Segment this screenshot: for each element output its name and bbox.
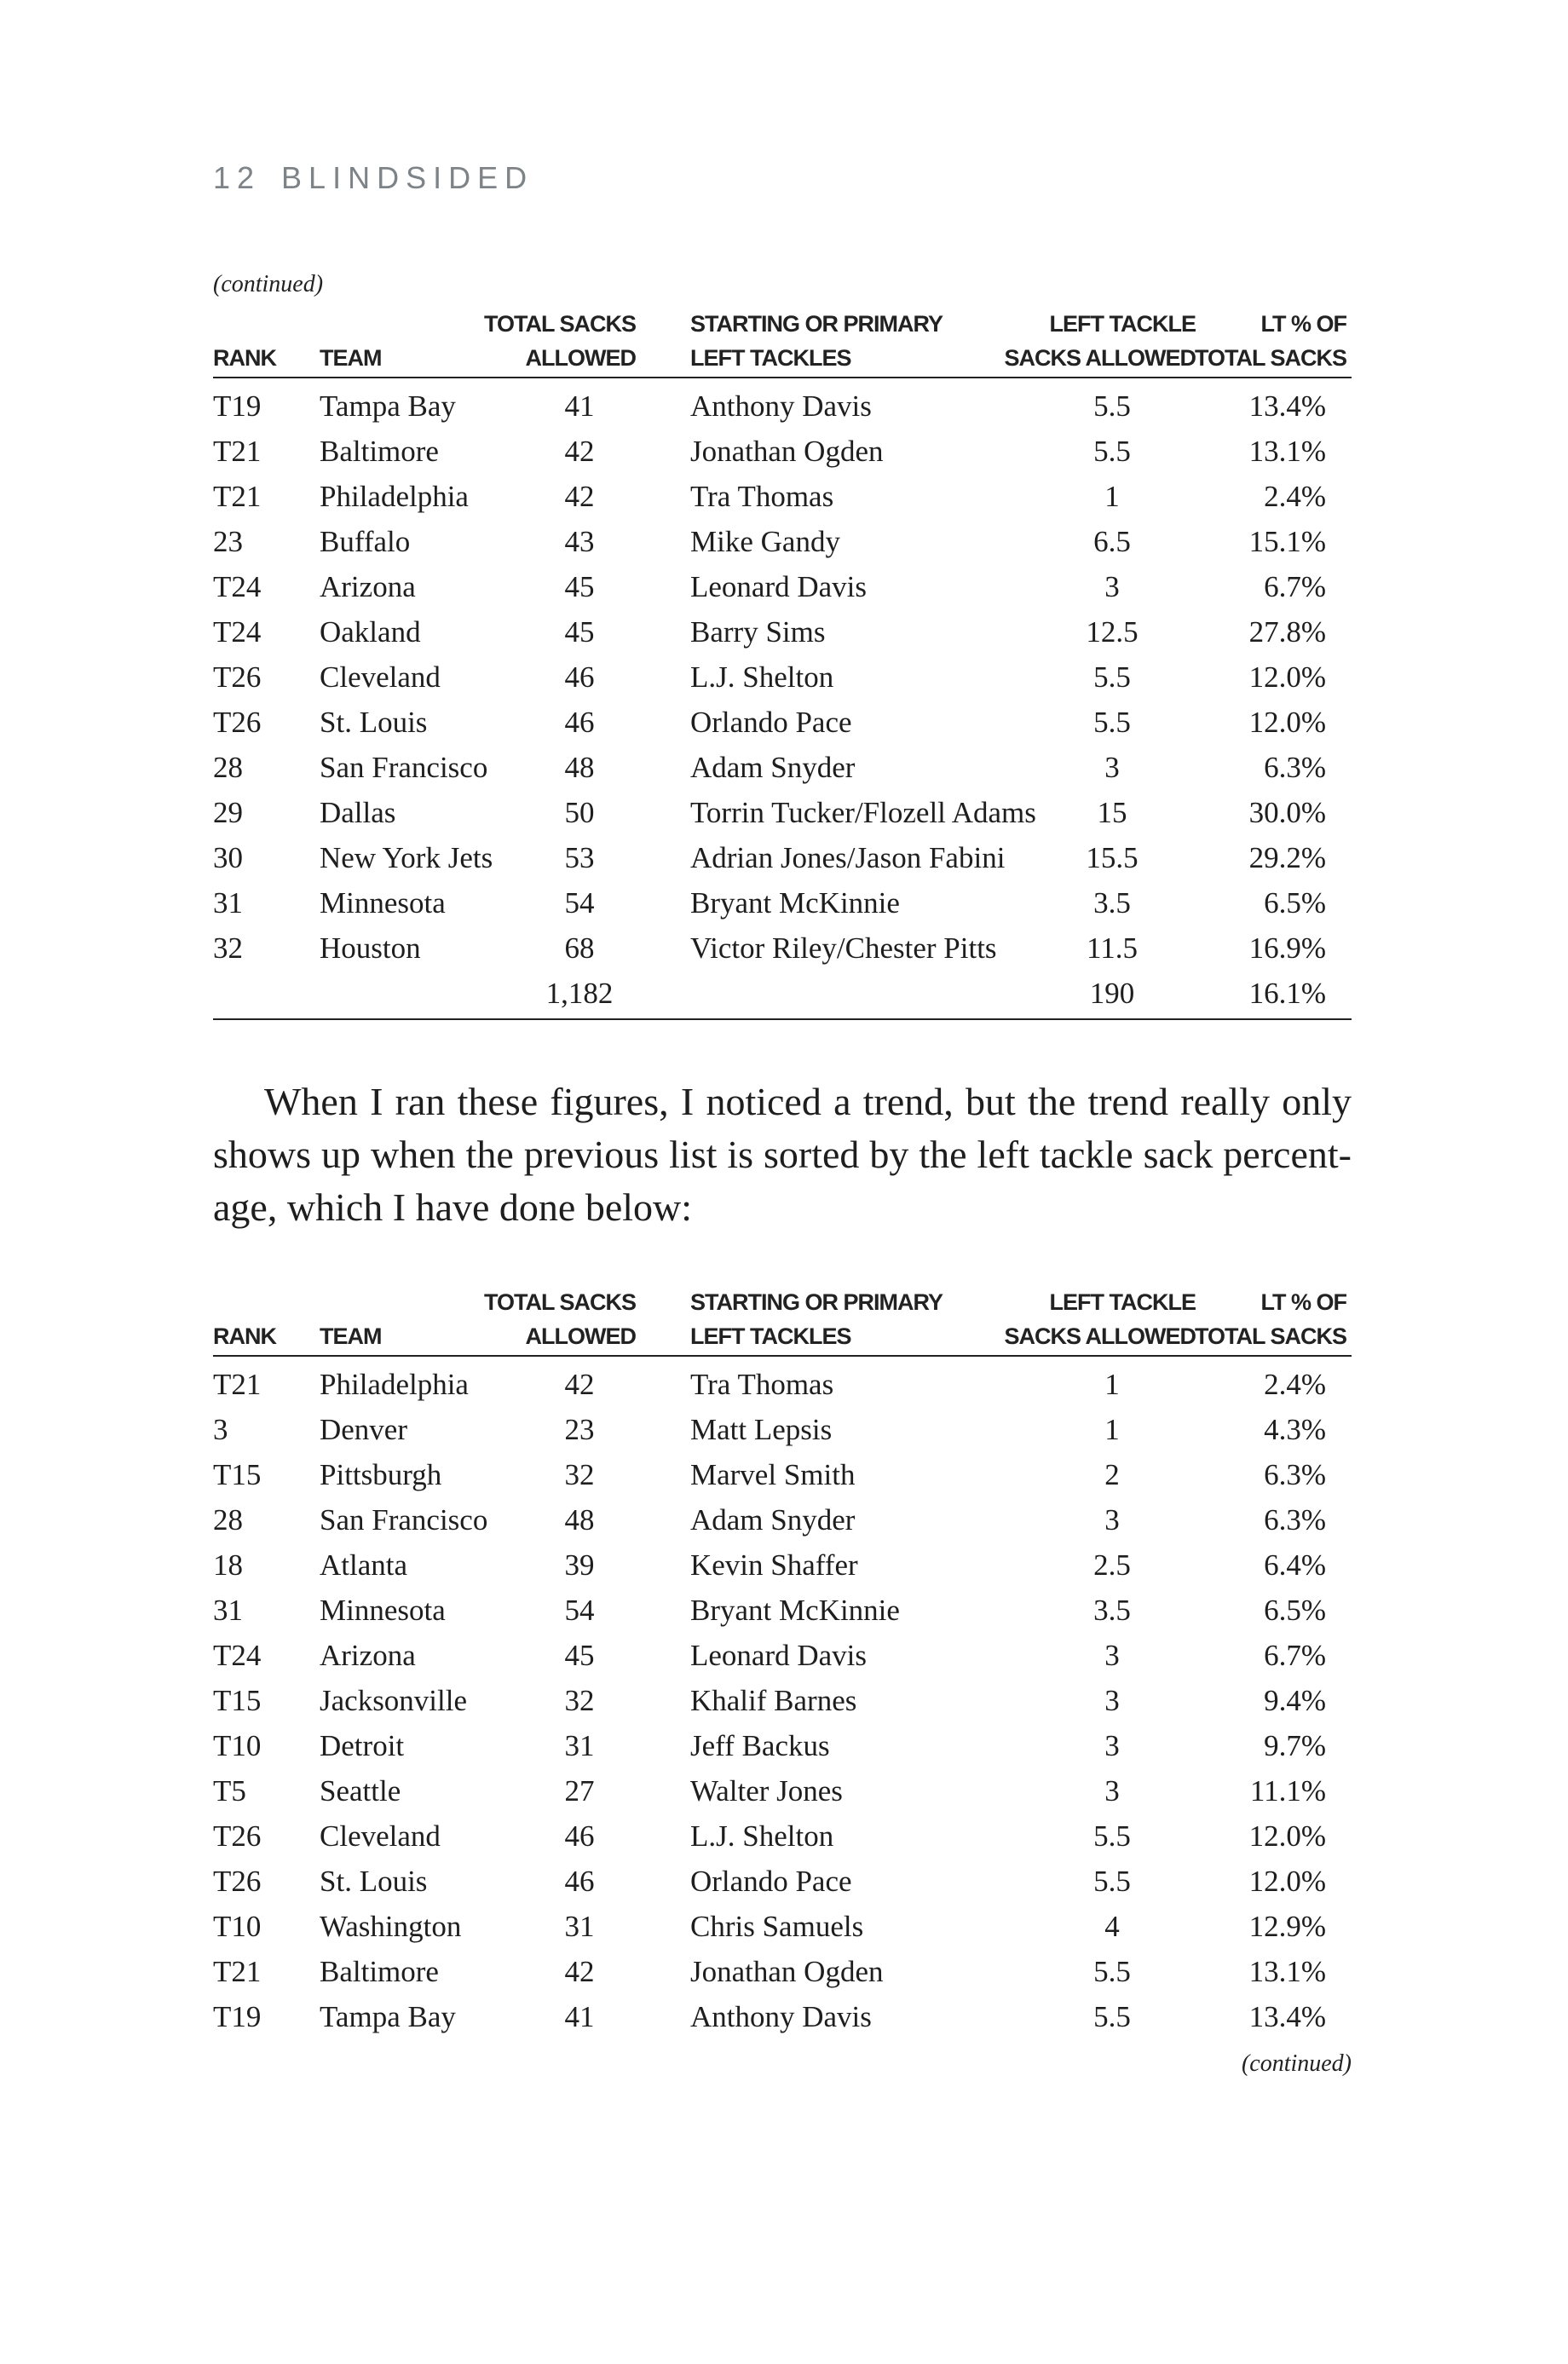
cell-rank: 3 [213, 1413, 228, 1446]
cell-team: Minnesota [320, 1594, 446, 1627]
table2-continued-label: (continued) [1241, 2050, 1352, 2077]
cell-left-tackle: Barry Sims [690, 615, 826, 649]
cell-team: San Francisco [320, 751, 488, 784]
cell-lt-pct: 6.3% [1264, 751, 1326, 784]
cell-lt-sacks: 2.5 [1093, 1548, 1131, 1582]
cell-rank: T26 [213, 660, 262, 694]
table-row [213, 1949, 1352, 1994]
cell-rank: T19 [213, 389, 262, 423]
table2-header [213, 1285, 1352, 1357]
cell-left-tackle: Kevin Shaffer [690, 1548, 858, 1582]
table-row [213, 745, 1352, 790]
header-team: TEAM [320, 1323, 382, 1349]
table-row [213, 564, 1352, 609]
cell-lt-pct: 13.1% [1248, 1955, 1326, 1988]
cell-lt-pct: 6.5% [1264, 886, 1326, 920]
cell-rank: T24 [213, 1639, 262, 1672]
cell-total-sacks: 42 [564, 435, 595, 468]
cell-team: Buffalo [320, 525, 411, 558]
cell-lt-pct: 12.0% [1248, 1865, 1326, 1898]
cell-lt-pct: 11.1% [1249, 1774, 1326, 1808]
cell-left-tackle: Adam Snyder [690, 751, 856, 784]
header-left-tackles: LEFT TACKLES [690, 1323, 851, 1349]
cell-lt-pct: 2.4% [1264, 1368, 1326, 1401]
cell-team: Detroit [320, 1729, 405, 1762]
table-row [213, 790, 1352, 835]
cell-lt-sacks: 15 [1097, 796, 1127, 829]
cell-team: San Francisco [320, 1503, 488, 1537]
cell-total-sacks: 39 [564, 1548, 595, 1582]
cell-total-sacks: 31 [564, 1910, 595, 1943]
cell-left-tackle: Jeff Backus [690, 1729, 830, 1762]
cell-lt-sacks: 5.5 [1093, 1865, 1131, 1898]
cell-total-sacks: 32 [564, 1684, 595, 1717]
table1-totals-row [213, 971, 1352, 1020]
totals-lt-sacks: 190 [1089, 977, 1135, 1010]
cell-rank: 32 [213, 931, 243, 965]
cell-left-tackle: Orlando Pace [690, 706, 852, 739]
cell-total-sacks: 46 [564, 660, 595, 694]
header-total-sacks-allowed: ALLOWED [525, 345, 636, 371]
cell-lt-sacks: 15.5 [1086, 841, 1139, 874]
cell-left-tackle: Chris Samuels [690, 1910, 864, 1943]
cell-total-sacks: 32 [564, 1458, 595, 1491]
cell-left-tackle: Leonard Davis [690, 1639, 868, 1672]
table2 [213, 1285, 1352, 2039]
table-row [213, 474, 1352, 519]
header-total-sacks-pct: TOTAL SACKS [1194, 345, 1346, 371]
cell-lt-sacks: 3 [1104, 1729, 1120, 1762]
cell-lt-pct: 16.9% [1248, 931, 1326, 965]
header-total-sacks: TOTAL SACKS [483, 1289, 636, 1315]
cell-lt-pct: 29.2% [1248, 841, 1326, 874]
cell-lt-sacks: 5.5 [1093, 706, 1131, 739]
header-starting-primary: STARTING OR PRIMARY [690, 1289, 943, 1315]
cell-lt-pct: 13.4% [1248, 389, 1326, 423]
cell-lt-pct: 12.0% [1248, 706, 1326, 739]
cell-rank: T21 [213, 480, 262, 513]
cell-total-sacks: 42 [564, 480, 595, 513]
cell-lt-pct: 9.7% [1264, 1729, 1326, 1762]
cell-lt-pct: 4.3% [1264, 1413, 1326, 1446]
header-sacks-allowed: SACKS ALLOWED [1004, 345, 1196, 371]
header-left-tackles: LEFT TACKLES [690, 345, 851, 371]
cell-lt-pct: 6.3% [1264, 1458, 1326, 1491]
cell-team: Arizona [320, 1639, 416, 1672]
cell-left-tackle: Bryant McKinnie [690, 886, 900, 920]
body-paragraph: When I ran these figures, I noticed a trend, but the trend really only shows up when the previous list is sorted by the left tackle sack percentage, which I have done below: [213, 1080, 1352, 1229]
cell-left-tackle: Matt Lepsis [690, 1413, 833, 1446]
running-head [213, 160, 533, 196]
cell-team: Philadelphia [320, 1368, 469, 1401]
cell-lt-pct: 6.7% [1264, 1639, 1326, 1672]
table-row [213, 1588, 1352, 1633]
cell-lt-pct: 13.1% [1248, 435, 1326, 468]
header-starting-primary: STARTING OR PRIMARY [690, 311, 943, 337]
cell-team: St. Louis [320, 1865, 428, 1898]
header-left-tackle: LEFT TACKLE [1049, 311, 1196, 337]
cell-lt-sacks: 5.5 [1093, 1819, 1131, 1853]
cell-team: Dallas [320, 796, 396, 829]
cell-left-tackle: Khalif Barnes [690, 1684, 857, 1717]
cell-rank: 29 [213, 796, 243, 829]
cell-lt-sacks: 1 [1104, 1368, 1120, 1401]
cell-lt-sacks: 5.5 [1093, 435, 1131, 468]
cell-team: Philadelphia [320, 480, 469, 513]
cell-left-tackle: Anthony Davis [690, 389, 872, 423]
cell-left-tackle: Walter Jones [690, 1774, 843, 1808]
cell-rank: 31 [213, 1594, 243, 1627]
cell-lt-pct: 13.4% [1248, 2000, 1326, 2033]
cell-total-sacks: 41 [564, 389, 595, 423]
cell-lt-sacks: 3.5 [1093, 886, 1131, 920]
cell-rank: T21 [213, 1368, 262, 1401]
cell-lt-sacks: 3 [1104, 1684, 1120, 1717]
cell-total-sacks: 54 [564, 886, 595, 920]
table-row [213, 1633, 1352, 1678]
cell-left-tackle: L.J. Shelton [690, 660, 834, 694]
cell-team: New York Jets [320, 841, 493, 874]
cell-total-sacks: 45 [564, 570, 595, 603]
cell-rank: 18 [213, 1548, 243, 1582]
cell-team: Jacksonville [320, 1684, 468, 1717]
cell-lt-pct: 12.9% [1248, 1910, 1326, 1943]
cell-left-tackle: Orlando Pace [690, 1865, 852, 1898]
cell-left-tackle: Marvel Smith [690, 1458, 856, 1491]
cell-total-sacks: 31 [564, 1729, 595, 1762]
cell-team: Cleveland [320, 660, 441, 694]
table-row [213, 1723, 1352, 1768]
table1-continued-label: (continued) [213, 271, 324, 297]
cell-left-tackle: Torrin Tucker/Flozell Adams [690, 796, 1036, 829]
cell-left-tackle: Victor Riley/Chester Pitts [690, 931, 997, 965]
cell-total-sacks: 27 [564, 1774, 595, 1808]
table-row [213, 1813, 1352, 1859]
cell-left-tackle: Adam Snyder [690, 1503, 856, 1537]
cell-lt-sacks: 4 [1104, 1910, 1120, 1943]
header-lt-pct: LT % OF [1260, 311, 1346, 337]
cell-rank: T26 [213, 1819, 262, 1853]
cell-lt-pct: 6.3% [1264, 1503, 1326, 1537]
cell-left-tackle: Leonard Davis [690, 570, 868, 603]
cell-left-tackle: Anthony Davis [690, 2000, 872, 2033]
cell-total-sacks: 68 [564, 931, 595, 965]
cell-team: Baltimore [320, 1955, 439, 1988]
table-row [213, 835, 1352, 880]
cell-team: Pittsburgh [320, 1458, 442, 1491]
table-row [213, 1768, 1352, 1813]
cell-team: Tampa Bay [320, 389, 456, 423]
cell-total-sacks: 46 [564, 1865, 595, 1898]
cell-lt-pct: 12.0% [1248, 660, 1326, 694]
cell-left-tackle: Tra Thomas [690, 1368, 834, 1401]
cell-left-tackle: Jonathan Ogden [690, 1955, 884, 1988]
book-title: BLINDSIDED [281, 160, 534, 195]
table-row [213, 1994, 1352, 2039]
table1-header [213, 307, 1352, 378]
cell-lt-pct: 9.4% [1264, 1684, 1326, 1717]
cell-lt-pct: 15.1% [1248, 525, 1326, 558]
totals-total-sacks: 1,182 [545, 977, 614, 1010]
table1 [213, 307, 1352, 1020]
cell-total-sacks: 42 [564, 1955, 595, 1988]
cell-total-sacks: 45 [564, 615, 595, 649]
cell-rank: T24 [213, 615, 262, 649]
cell-lt-sacks: 3 [1104, 1503, 1120, 1537]
table-row [213, 609, 1352, 654]
cell-lt-sacks: 3 [1104, 751, 1120, 784]
cell-total-sacks: 50 [564, 796, 595, 829]
cell-total-sacks: 54 [564, 1594, 595, 1627]
cell-lt-pct: 6.4% [1264, 1548, 1326, 1582]
header-rank: RANK [213, 1323, 276, 1349]
totals-pct: 16.1% [1248, 977, 1326, 1010]
table-row [213, 1904, 1352, 1949]
cell-rank: 30 [213, 841, 243, 874]
cell-total-sacks: 23 [564, 1413, 595, 1446]
cell-team: St. Louis [320, 706, 428, 739]
table-row [213, 1452, 1352, 1497]
cell-total-sacks: 42 [564, 1368, 595, 1401]
cell-left-tackle: Adrian Jones/Jason Fabini [690, 841, 1006, 874]
table-row [213, 1407, 1352, 1452]
cell-lt-sacks: 5.5 [1093, 660, 1131, 694]
header-sacks-allowed: SACKS ALLOWED [1004, 1323, 1196, 1349]
cell-total-sacks: 43 [564, 525, 595, 558]
cell-team: Denver [320, 1413, 408, 1446]
table-row [213, 1859, 1352, 1904]
cell-team: Arizona [320, 570, 416, 603]
table-row [213, 654, 1352, 700]
cell-left-tackle: L.J. Shelton [690, 1819, 834, 1853]
table-row [213, 429, 1352, 474]
cell-total-sacks: 46 [564, 706, 595, 739]
cell-lt-sacks: 6.5 [1093, 525, 1131, 558]
cell-team: Seattle [320, 1774, 401, 1808]
cell-total-sacks: 48 [564, 1503, 595, 1537]
cell-lt-pct: 12.0% [1248, 1819, 1326, 1853]
cell-rank: T26 [213, 1865, 262, 1898]
table-row [213, 383, 1352, 429]
header-team: TEAM [320, 345, 382, 371]
table-row [213, 519, 1352, 564]
cell-rank: T5 [213, 1774, 246, 1808]
cell-team: Tampa Bay [320, 2000, 456, 2033]
table1-body [213, 383, 1352, 971]
cell-rank: T19 [213, 2000, 262, 2033]
cell-rank: 28 [213, 751, 243, 784]
cell-lt-sacks: 3.5 [1093, 1594, 1131, 1627]
cell-lt-sacks: 11.5 [1087, 931, 1138, 965]
cell-rank: T21 [213, 1955, 262, 1988]
cell-rank: T15 [213, 1684, 262, 1717]
cell-rank: T21 [213, 435, 262, 468]
cell-left-tackle: Tra Thomas [690, 480, 834, 513]
table-row [213, 700, 1352, 745]
cell-lt-sacks: 1 [1104, 480, 1120, 513]
cell-team: Oakland [320, 615, 421, 649]
cell-rank: 31 [213, 886, 243, 920]
cell-lt-sacks: 5.5 [1093, 1955, 1131, 1988]
cell-rank: 28 [213, 1503, 243, 1537]
cell-total-sacks: 53 [564, 841, 595, 874]
cell-lt-sacks: 3 [1104, 570, 1120, 603]
header-lt-pct: LT % OF [1260, 1289, 1346, 1315]
header-rank: RANK [213, 345, 276, 371]
cell-lt-sacks: 2 [1104, 1458, 1120, 1491]
cell-lt-pct: 2.4% [1264, 480, 1326, 513]
cell-lt-sacks: 12.5 [1086, 615, 1139, 649]
table-row [213, 1542, 1352, 1588]
cell-lt-sacks: 1 [1104, 1413, 1120, 1446]
cell-lt-sacks: 5.5 [1093, 389, 1131, 423]
cell-rank: T10 [213, 1910, 262, 1943]
table-row [213, 1497, 1352, 1542]
cell-lt-pct: 30.0% [1248, 796, 1326, 829]
cell-lt-pct: 27.8% [1248, 615, 1326, 649]
cell-team: Minnesota [320, 886, 446, 920]
header-left-tackle: LEFT TACKLE [1049, 1289, 1196, 1315]
table-row [213, 1362, 1352, 1407]
cell-total-sacks: 46 [564, 1819, 595, 1853]
cell-rank: T24 [213, 570, 262, 603]
cell-team: Baltimore [320, 435, 439, 468]
table2-body [213, 1362, 1352, 2039]
cell-team: Cleveland [320, 1819, 441, 1853]
page-number: 12 [213, 160, 262, 195]
cell-rank: T15 [213, 1458, 262, 1491]
cell-total-sacks: 45 [564, 1639, 595, 1672]
table-row [213, 925, 1352, 971]
cell-lt-pct: 6.7% [1264, 570, 1326, 603]
cell-total-sacks: 41 [564, 2000, 595, 2033]
cell-team: Washington [320, 1910, 462, 1943]
cell-left-tackle: Jonathan Ogden [690, 435, 884, 468]
cell-left-tackle: Mike Gandy [690, 525, 840, 558]
table-row [213, 1678, 1352, 1723]
cell-rank: T26 [213, 706, 262, 739]
cell-left-tackle: Bryant McKinnie [690, 1594, 900, 1627]
header-total-sacks-allowed: ALLOWED [525, 1323, 636, 1349]
header-total-sacks: TOTAL SACKS [483, 311, 636, 337]
header-total-sacks-pct: TOTAL SACKS [1194, 1323, 1346, 1349]
cell-total-sacks: 48 [564, 751, 595, 784]
cell-lt-pct: 6.5% [1264, 1594, 1326, 1627]
cell-lt-sacks: 5.5 [1093, 2000, 1131, 2033]
cell-lt-sacks: 3 [1104, 1774, 1120, 1808]
cell-team: Houston [320, 931, 421, 965]
table-row [213, 880, 1352, 925]
cell-team: Atlanta [320, 1548, 408, 1582]
cell-rank: 23 [213, 525, 243, 558]
cell-lt-sacks: 3 [1104, 1639, 1120, 1672]
cell-rank: T10 [213, 1729, 262, 1762]
